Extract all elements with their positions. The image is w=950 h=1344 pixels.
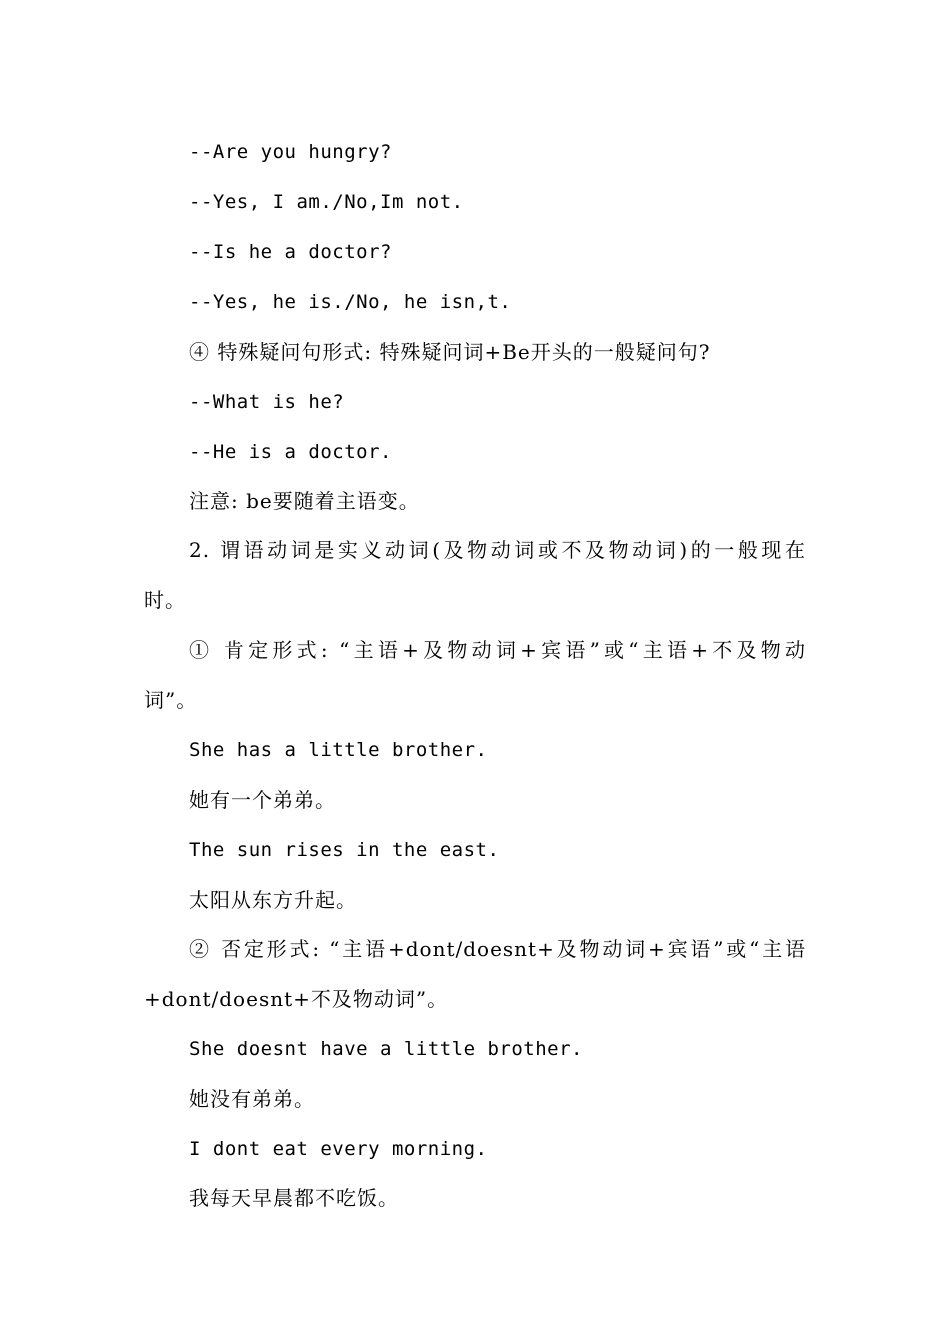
example-sentence: She has a little brother. <box>189 739 488 761</box>
example-sentence: The sun rises in the east. <box>189 839 500 861</box>
section-heading-continued: 时。 <box>144 588 186 612</box>
rule-heading: ② 否定形式: “主语+dont/doesnt+及物动词+宾语”或“主语 <box>189 937 806 961</box>
example-sentence: She doesnt have a little brother. <box>189 1038 583 1060</box>
example-translation: 她没有弟弟。 <box>189 1087 315 1111</box>
dialogue-line: --Is he a doctor? <box>189 241 392 263</box>
dialogue-line: --Yes, he is./No, he isn,t. <box>189 291 512 313</box>
example-sentence: I dont eat every morning. <box>189 1138 488 1160</box>
section-heading: 2. 谓语动词是实义动词(及物动词或不及物动词)的一般现在 <box>189 538 806 562</box>
rule-heading-continued: +dont/doesnt+不及物动词”。 <box>144 987 449 1011</box>
rule-heading: ① 肯定形式: “主语+及物动词+宾语”或“主语+不及物动 <box>189 638 806 662</box>
dialogue-line: --He is a doctor. <box>189 441 392 463</box>
dialogue-line: --Are you hungry? <box>189 141 392 163</box>
example-translation: 我每天早晨都不吃饭。 <box>189 1186 399 1210</box>
dialogue-line: --Yes, I am./No,Im not. <box>189 191 464 213</box>
rule-heading-continued: 词”。 <box>144 688 198 712</box>
rule-heading: ④ 特殊疑问句形式: 特殊疑问词+Be开头的一般疑问句? <box>189 340 711 364</box>
dialogue-line: --What is he? <box>189 391 345 413</box>
example-translation: 太阳从东方升起。 <box>189 888 357 912</box>
note-line: 注意: be要随着主语变。 <box>189 489 420 513</box>
example-translation: 她有一个弟弟。 <box>189 788 336 812</box>
